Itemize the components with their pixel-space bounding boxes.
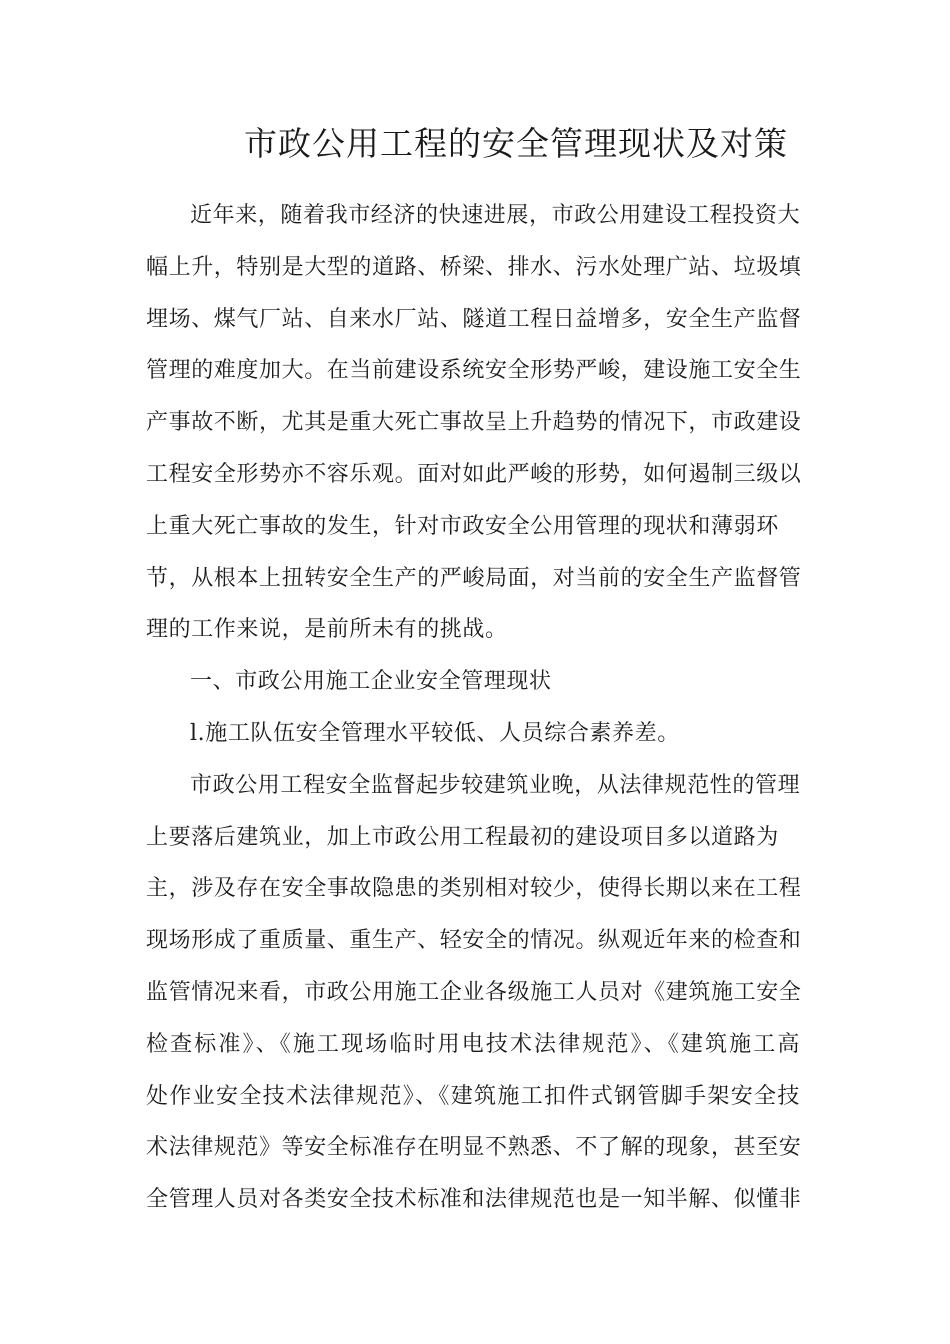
document-title: 市政公用工程的安全管理现状及对策	[244, 124, 788, 163]
subsection-heading: l.施工队伍安全管理水平较低、人员综合素养差。	[190, 720, 680, 746]
text-line: 幅上升，特别是大型的道路、桥梁、排水、污水处理广站、垃圾填	[146, 254, 802, 280]
section-heading: 一、市政公用施工企业安全管理现状	[190, 669, 552, 695]
text-line: 理的工作来说，是前所未有的挑战。	[146, 617, 508, 643]
text-line: 处作业安全技术法律规范》、《建筑施工扣件式钢管脚手架安全技	[146, 1083, 800, 1109]
text-line: 工程安全形势亦不容乐观。面对如此严峻的形势，如何遏制三级以	[146, 461, 802, 487]
text-line: 术法律规范》等安全标准存在明显不熟悉、不了解的现象，甚至安	[146, 1135, 802, 1161]
text-line: 现场形成了重质量、重生产、轻安全的情况。纵观近年来的检查和	[146, 928, 802, 954]
text-line: 监管情况来看，市政公用施工企业各级施工人员对《建筑施工安全	[146, 979, 802, 1005]
text-line: 市政公用工程安全监督起步较建筑业晚，从法律规范性的管理	[190, 772, 801, 798]
text-line: 全管理人员对各类安全技术标准和法律规范也是一知半解、似懂非	[146, 1187, 802, 1213]
text-line: 上重大死亡事故的发生，针对市政安全公用管理的现状和薄弱环	[146, 513, 779, 539]
document-body	[146, 190, 800, 1226]
text-line: 上要落后建筑业，加上市政公用工程最初的建设项目多以道路为	[146, 824, 779, 850]
text-line: 埋场、煤气厂站、自来水厂站、隧道工程日益增多，安全生产监督	[146, 306, 802, 332]
text-line: 检查标准》、《施工现场临时用电技术法律规范》、《建筑施工高	[146, 1031, 800, 1057]
text-line: 管理的难度加大。在当前建设系统安全形势严峻，建设施工安全生	[146, 358, 802, 384]
text-line: 主，涉及存在安全事故隐患的类别相对较少，使得长期以来在工程	[146, 876, 802, 902]
text-line: 产事故不断，尤其是重大死亡事故呈上升趋势的情况下，市政建设	[146, 410, 802, 436]
text-line: 近年来，随着我市经济的快速进展，市政公用建设工程投资大	[190, 203, 801, 228]
text-line: 节，从根本上扭转安全生产的严峻局面，对当前的安全生产监督管	[146, 565, 802, 591]
